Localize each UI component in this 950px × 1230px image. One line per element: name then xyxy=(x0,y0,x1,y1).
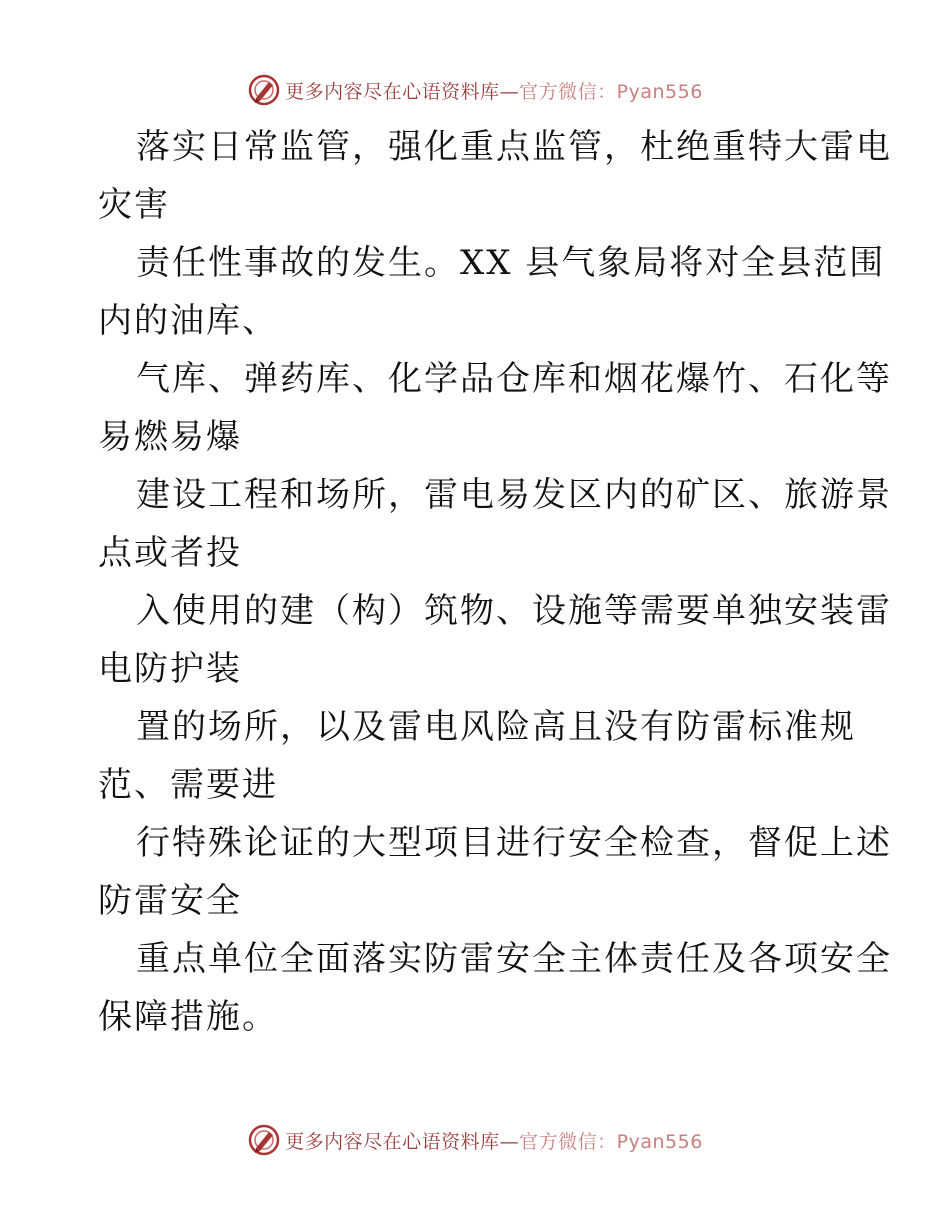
pen-logo-icon xyxy=(247,73,281,107)
text-line: 易燃易爆 xyxy=(98,417,242,457)
footer-brand-text: 更多内容尽在心语资料库 xyxy=(285,1130,500,1153)
footer-wechat-text: 官方微信：Pyan556 xyxy=(519,1130,703,1153)
text-line: 行特殊论证的大型项目进行安全检查，督促上述 xyxy=(136,823,892,863)
text-line: 内的油库、 xyxy=(98,301,278,341)
header-wechat-text: 官方微信：Pyan556 xyxy=(519,80,703,103)
text-line: 重点单位全面落实防雷安全主体责任及各项安全 xyxy=(136,939,892,979)
text-line: 保障措施。 xyxy=(98,997,278,1037)
text-line: 置的场所，以及雷电风险高且没有防雷标准规 xyxy=(136,707,856,747)
text-line: 范、需要进 xyxy=(98,765,278,805)
text-line: 灾害 xyxy=(98,185,170,225)
text-line: 电防护装 xyxy=(98,649,242,689)
footer-separator: — xyxy=(499,1130,520,1153)
text-line: 落实日常监管，强化重点监管，杜绝重特大雷电 xyxy=(136,127,892,167)
footer-watermark xyxy=(0,1120,950,1160)
text-line: 气库、弹药库、化学品仓库和烟花爆竹、石化等 xyxy=(136,359,892,399)
document-body xyxy=(98,118,892,1046)
pen-logo-icon xyxy=(247,1123,281,1157)
text-line: 点或者投 xyxy=(98,533,242,573)
text-line: 防雷安全 xyxy=(98,881,242,921)
header-brand-text: 更多内容尽在心语资料库 xyxy=(285,80,500,103)
header-watermark xyxy=(0,70,950,110)
text-line: 责任性事故的发生。XX 县气象局将对全县范围 xyxy=(136,243,886,283)
text-line: 建设工程和场所，雷电易发区内的矿区、旅游景 xyxy=(136,475,892,515)
header-separator: — xyxy=(499,80,520,103)
text-line: 入使用的建（构）筑物、设施等需要单独安装雷 xyxy=(136,591,892,631)
